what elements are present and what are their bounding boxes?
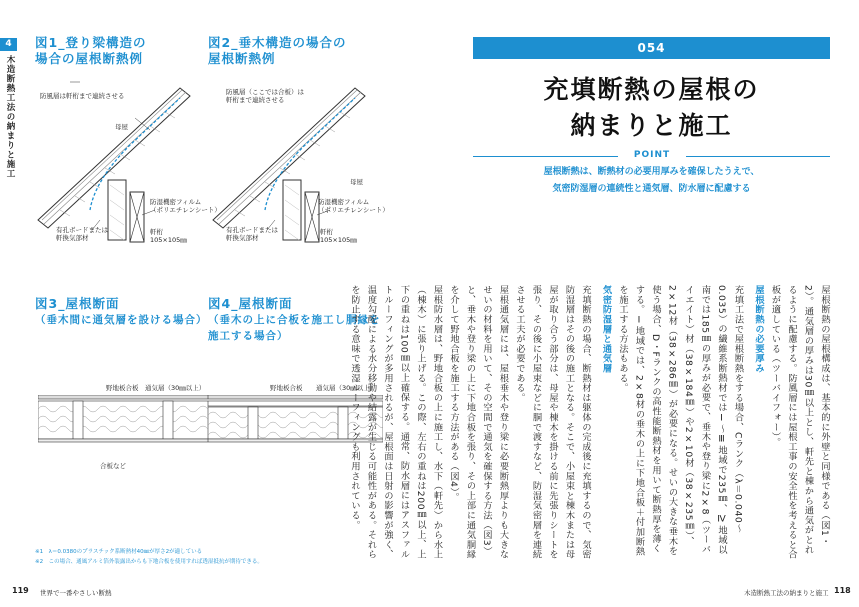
fig3-title — [35, 296, 208, 328]
point-rule-right — [686, 156, 830, 157]
page-title — [473, 72, 830, 144]
fig2-label-film — [318, 198, 389, 214]
chapter-number: 4 — [0, 38, 17, 51]
body-paragraph: 屋根断熱の屋根構成は、基本的に外壁と同様である（図1・2）。通気層の厚みは30㎜以上とし、軒先と棟から通気がとれるように配慮する。防風層には屋根工事の安全性を考えると合板が適している（ツーバイフォー）。 — [769, 285, 830, 560]
footnote-1: ※1 λ＝0.0380のプラスチック系断熱材40㎜が厚さ2が適している — [35, 549, 203, 555]
fig2-label-board-line1: 有孔ボードまたは — [226, 226, 278, 234]
fig4-label-vent: 通気層（30㎜以上） — [316, 384, 377, 392]
body-paragraph: 屋根通気層には、屋根垂木や登り梁に必要断熱厚よりも大きなせいの材料を用いて、その空間で通気を確保する方法（図3）と、垂木や登り梁の上に下地合板を張り、その上部に通気胴縁を介して野地合板を施工する方法がある（図4）。 — [448, 285, 509, 560]
page-title-line1: 充填断熱の屋根の — [543, 75, 760, 104]
body-paragraph: 充填工法で屋根断熱をする場合、Cランク（λ＝0.040〜0.035）の繊維系断熱材ではⅠ〜Ⅲ地域で235㎜、Ⅳ地域以南では185㎜の厚みが必要で、垂木や登り梁に2×8（ツーバイエイト）材（38×184㎜）や2×10材（38×235㎜）、2×12材（38×286㎜）が必要になる。せいの大きな垂木を使う場合、D・Fランクの高性能断熱材を用いて断熱厚を薄くする。Ⅰ地域では、2×8材の垂木の上に下地合板＋付加断熱を施工する方法もある。 — [617, 285, 744, 557]
point-label: POINT — [633, 150, 671, 160]
fig2-label-roof: 母屋 — [350, 178, 363, 186]
fig3-section — [38, 395, 208, 445]
body-text — [349, 285, 832, 560]
fig2-label-vent — [226, 88, 304, 104]
page-title-line2: 納まりと施工 — [570, 111, 733, 140]
chapter-title: 木造断熱工法の納まりと施工 — [5, 55, 15, 179]
body-paragraph: 屋根防水層は、野地合板の上に施工し、水下（軒先）から水上（棟木）に張り上げる。この際、左右の重ねは200㎜以上、上下の重ねは100㎜以上確保する。通常、防水層にはアスファルトルーフィングが多用されるが、屋根面は日射の影響が強く、温度勾配による水分移動や結露が生じる可能性がある。それらを防止する意味で透湿ルーフィングも利用されている。 — [349, 285, 443, 560]
fig1-label-beam-line1: 軒桁 — [150, 228, 163, 236]
point-rule-left — [473, 156, 618, 157]
fig3-title-line2: （垂木間に通気層を設ける場合） — [35, 314, 208, 326]
fig2-label-beam-line1: 軒桁 — [320, 228, 333, 236]
fig1-label-beam — [150, 228, 187, 244]
body-heading: 気密防湿層と通気層 — [600, 285, 612, 374]
fig2-title-line2: 屋根断熱例 — [208, 51, 276, 66]
fig2-label-board — [226, 226, 278, 242]
fig2-label-beam — [320, 228, 357, 244]
body-heading: 屋根断熱の必要厚み — [753, 285, 764, 374]
fig4-title-line1: 図4_屋根断面 — [208, 296, 293, 311]
fig2-label-vent-line1: 防風層（ここでは合板）は — [226, 88, 304, 96]
fig4-label-sheathing: 野地板合板 — [270, 384, 303, 392]
fig1-label-beam-line2: 105×105㎜ — [150, 236, 187, 244]
section-number: 054 — [473, 37, 830, 59]
fig1-label-film-line1: 防湿機密フィルム — [150, 198, 202, 206]
fig2-title-line1: 図2_垂木構造の場合の — [208, 35, 347, 50]
fig4-title-line3: 施工する場合） — [208, 330, 289, 342]
right-running-title: 木造断熱工法の納まりと施工 — [744, 589, 829, 597]
fig2-label-film-line2: （ポリエチレンシート） — [318, 206, 389, 214]
fig2-label-beam-line2: 105×105㎜ — [320, 236, 357, 244]
body-paragraph: 充填断熱の場合、断熱材は躯体の完成後に充填するので、気密防湿層はその後の施工となる。そこで、小屋束と棟木または母屋が取り合う部分は、母屋や棟木を掛ける前に先張りシートを張り、その後に小屋束などに胴で渡すなど、防湿気密層を連続させる工夫が必要である。 — [514, 285, 591, 560]
fig2-title — [208, 35, 346, 67]
fig1-label-roof: 母屋 — [115, 123, 128, 131]
fig2-label-vent-line2: 軒桁まで連続させる — [226, 96, 285, 104]
right-page-number: 118 — [834, 586, 851, 595]
left-page-number: 119 — [12, 586, 29, 595]
fig4-title-line2: （垂木の上に合板を施工し胴縁を — [208, 314, 381, 326]
footnote-2: ※2 この場合、通風アルミ箔外装露出からも下地合板を使用すれば透湿抵抗が期待できる。 — [35, 559, 263, 565]
fig3-label-vent: 通気層（30㎜以上） — [145, 384, 206, 392]
point-text: 屋根断熱は、断熱材の必要用厚みを確保したうえで、 気密防湿層の連続性と通気層、防水層に配慮する — [543, 167, 760, 194]
fig1-title-line1: 図1_登り梁構造の — [35, 35, 147, 50]
fig1-label-board-line2: 軒換気部材 — [56, 234, 89, 242]
fig1-label-board — [56, 226, 108, 242]
fig1-title-line2: 場合の屋根断熱例 — [35, 51, 144, 66]
fig1-label-vent: 防風層は軒桁まで連続させる — [40, 92, 125, 100]
fig2-label-board-line2: 軒換気部材 — [226, 234, 259, 242]
fig1-label-film-line2: （ポリエチレンシート） — [150, 206, 221, 214]
fig1-title — [35, 35, 146, 67]
fig3-label-ply: 合板など — [100, 462, 126, 470]
fig2-label-film-line1: 防湿機密フィルム — [318, 198, 370, 206]
fig1-label-board-line1: 有孔ボードまたは — [56, 226, 108, 234]
fig3-label-sheathing: 野地板合板 — [106, 384, 139, 392]
left-running-title: 世界で一番やさしい断熱 — [40, 589, 112, 597]
fig3-title-line1: 図3_屋根断面 — [35, 296, 120, 311]
